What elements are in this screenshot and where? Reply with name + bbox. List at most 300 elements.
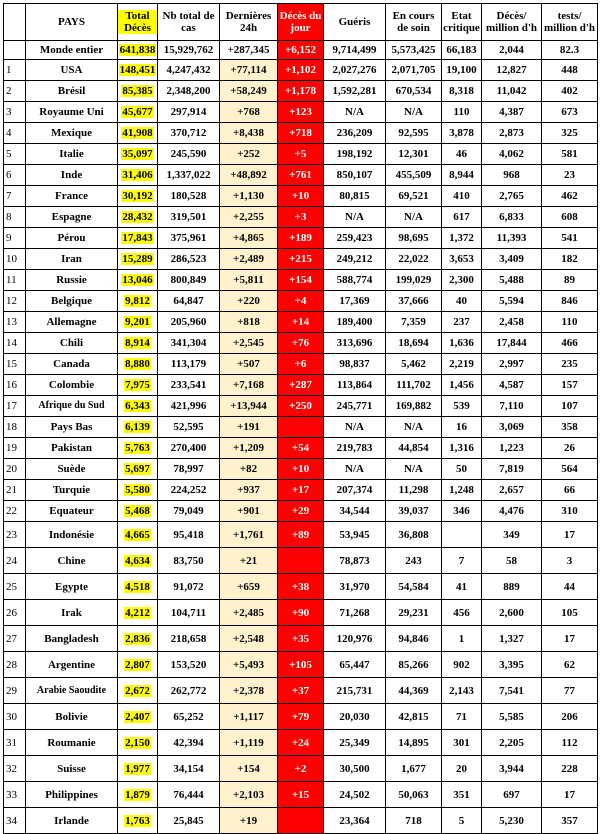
new-cases-24h-cell: +2,485 [220, 600, 278, 626]
critical-cell: 50 [442, 459, 482, 480]
country-cell: Allemagne [26, 312, 118, 333]
total-deaths-value: 8,914 [125, 337, 150, 349]
deaths-today-cell: +1,178 [278, 81, 324, 102]
table-row [4, 312, 598, 333]
table-row [4, 626, 598, 652]
new-cases-24h-cell: +768 [220, 102, 278, 123]
tests-per-million-cell: 466 [542, 333, 598, 354]
table-row [4, 548, 598, 574]
deaths-per-million-cell: 5,488 [482, 270, 542, 291]
total-deaths-value: 30,192 [122, 190, 153, 202]
deaths-per-million-cell: 1,327 [482, 626, 542, 652]
total-deaths-cell [118, 123, 158, 144]
total-deaths-value: 28,432 [122, 211, 153, 223]
tests-per-million-cell: 581 [542, 144, 598, 165]
total-cases-cell: 52,595 [158, 417, 220, 438]
new-cases-24h-cell: +2,103 [220, 782, 278, 808]
deaths-today-cell: +37 [278, 678, 324, 704]
rank-cell: 30 [4, 704, 26, 730]
total-deaths-value: 17,843 [122, 232, 153, 244]
country-cell: Philippines [26, 782, 118, 808]
total-deaths-cell [118, 704, 158, 730]
deaths-per-million-cell: 17,844 [482, 333, 542, 354]
world-recovered: 9,714,499 [324, 41, 386, 60]
new-cases-24h-cell: +19 [220, 808, 278, 834]
rank-cell: 15 [4, 354, 26, 375]
header-row [4, 4, 598, 41]
active-cases-cell: 50,063 [386, 782, 442, 808]
table-row [4, 808, 598, 834]
deaths-today-cell: +761 [278, 165, 324, 186]
deaths-per-million-cell: 11,042 [482, 81, 542, 102]
rank-cell: 27 [4, 626, 26, 652]
country-cell: Mexique [26, 123, 118, 144]
active-cases-cell: 39,037 [386, 501, 442, 522]
recovered-cell: 71,268 [324, 600, 386, 626]
deaths-today-cell: +105 [278, 652, 324, 678]
deaths-per-million-cell: 2,997 [482, 354, 542, 375]
rank-cell: 6 [4, 165, 26, 186]
table-row [4, 480, 598, 501]
total-deaths-value: 31,406 [122, 169, 153, 181]
tests-per-million-cell: 846 [542, 291, 598, 312]
total-deaths-value: 9,812 [125, 295, 150, 307]
active-cases-cell: 29,231 [386, 600, 442, 626]
country-cell: Pérou [26, 228, 118, 249]
deaths-per-million-cell: 7,541 [482, 678, 542, 704]
new-cases-24h-cell: +252 [220, 144, 278, 165]
new-cases-24h-cell: +2,545 [220, 333, 278, 354]
total-cases-cell: 34,154 [158, 756, 220, 782]
country-cell: Pakistan [26, 438, 118, 459]
tests-per-million-cell: 462 [542, 186, 598, 207]
critical-cell: 456 [442, 600, 482, 626]
recovered-cell: 98,837 [324, 354, 386, 375]
deaths-today-cell: +54 [278, 438, 324, 459]
country-cell: Brésil [26, 81, 118, 102]
critical-cell: 2,219 [442, 354, 482, 375]
deaths-today-cell: +89 [278, 522, 324, 548]
rank-cell: 4 [4, 123, 26, 144]
rank-cell: 21 [4, 480, 26, 501]
rank-cell: 17 [4, 396, 26, 417]
header-rank [4, 4, 26, 41]
tests-per-million-cell: 358 [542, 417, 598, 438]
world-critical: 66,183 [442, 41, 482, 60]
deaths-today-cell: +2 [278, 756, 324, 782]
critical-cell: 1 [442, 626, 482, 652]
tests-per-million-cell: 17 [542, 626, 598, 652]
total-cases-cell: 76,444 [158, 782, 220, 808]
new-cases-24h-cell: +7,168 [220, 375, 278, 396]
table-row [4, 396, 598, 417]
critical-cell: 539 [442, 396, 482, 417]
table-row [4, 270, 598, 291]
deaths-per-million-cell: 1,223 [482, 438, 542, 459]
country-cell: Canada [26, 354, 118, 375]
recovered-cell: 120,976 [324, 626, 386, 652]
tests-per-million-cell: 3 [542, 548, 598, 574]
rank-cell: 9 [4, 228, 26, 249]
tests-per-million-cell: 541 [542, 228, 598, 249]
country-cell: Chine [26, 548, 118, 574]
tests-per-million-cell: 44 [542, 574, 598, 600]
deaths-today-cell: +29 [278, 501, 324, 522]
country-cell: Roumanie [26, 730, 118, 756]
table-row [4, 60, 598, 81]
deaths-per-million-cell: 11,393 [482, 228, 542, 249]
total-deaths-cell [118, 207, 158, 228]
deaths-per-million-cell: 58 [482, 548, 542, 574]
header-etat-critique: Etat critique [442, 4, 482, 41]
total-deaths-cell [118, 626, 158, 652]
new-cases-24h-cell: +220 [220, 291, 278, 312]
header-total-deces-label: Total Décès [118, 10, 157, 34]
tests-per-million-cell: 448 [542, 60, 598, 81]
total-cases-cell: 91,072 [158, 574, 220, 600]
total-cases-cell: 375,961 [158, 228, 220, 249]
country-cell: Colombie [26, 375, 118, 396]
rank-cell: 10 [4, 249, 26, 270]
table-row [4, 574, 598, 600]
table-row [4, 438, 598, 459]
country-cell: Equateur [26, 501, 118, 522]
recovered-cell: 236,209 [324, 123, 386, 144]
header-total-deces [118, 4, 158, 41]
active-cases-cell: 169,882 [386, 396, 442, 417]
new-cases-24h-cell: +1,209 [220, 438, 278, 459]
total-deaths-value: 41,908 [122, 127, 153, 139]
new-cases-24h-cell: +2,378 [220, 678, 278, 704]
country-cell: France [26, 186, 118, 207]
rank-cell: 3 [4, 102, 26, 123]
active-cases-cell: 14,895 [386, 730, 442, 756]
total-cases-cell: 1,337,022 [158, 165, 220, 186]
tests-per-million-cell: 357 [542, 808, 598, 834]
deaths-today-cell: +24 [278, 730, 324, 756]
table-row [4, 522, 598, 548]
table-row [4, 704, 598, 730]
total-deaths-cell [118, 102, 158, 123]
active-cases-cell: 44,369 [386, 678, 442, 704]
tests-per-million-cell: 17 [542, 782, 598, 808]
deaths-per-million-cell: 2,873 [482, 123, 542, 144]
deaths-today-cell: +15 [278, 782, 324, 808]
rank-cell: 26 [4, 600, 26, 626]
deaths-per-million-cell: 12,827 [482, 60, 542, 81]
new-cases-24h-cell: +82 [220, 459, 278, 480]
deaths-per-million-cell: 4,062 [482, 144, 542, 165]
critical-cell: 8,318 [442, 81, 482, 102]
total-deaths-cell [118, 354, 158, 375]
country-cell: Suisse [26, 756, 118, 782]
recovered-cell: 249,212 [324, 249, 386, 270]
country-cell: Pays Bas [26, 417, 118, 438]
recovered-cell: N/A [324, 459, 386, 480]
recovered-cell: 189,400 [324, 312, 386, 333]
rank-cell: 20 [4, 459, 26, 480]
deaths-per-million-cell: 697 [482, 782, 542, 808]
deaths-per-million-cell: 3,944 [482, 756, 542, 782]
deaths-per-million-cell: 3,409 [482, 249, 542, 270]
table-row [4, 459, 598, 480]
active-cases-cell: N/A [386, 207, 442, 228]
new-cases-24h-cell: +937 [220, 480, 278, 501]
active-cases-cell: 36,808 [386, 522, 442, 548]
deaths-per-million-cell: 4,387 [482, 102, 542, 123]
country-cell: Arabie Saoudite [26, 678, 118, 704]
total-deaths-cell [118, 396, 158, 417]
recovered-cell: 215,731 [324, 678, 386, 704]
tests-per-million-cell: 110 [542, 312, 598, 333]
rank-cell: 34 [4, 808, 26, 834]
critical-cell: 2,143 [442, 678, 482, 704]
total-deaths-cell [118, 438, 158, 459]
tests-per-million-cell: 112 [542, 730, 598, 756]
recovered-cell: 17,369 [324, 291, 386, 312]
deaths-per-million-cell: 2,458 [482, 312, 542, 333]
active-cases-cell: 243 [386, 548, 442, 574]
deaths-per-million-cell: 5,585 [482, 704, 542, 730]
total-deaths-value: 7,975 [125, 379, 150, 391]
world-total-deaths [118, 41, 158, 60]
deaths-per-million-cell: 2,205 [482, 730, 542, 756]
recovered-cell: 219,783 [324, 438, 386, 459]
table-row [4, 354, 598, 375]
total-deaths-value: 6,139 [125, 421, 150, 433]
new-cases-24h-cell: +2,255 [220, 207, 278, 228]
total-deaths-cell [118, 678, 158, 704]
country-cell: Afrique du Sud [26, 396, 118, 417]
total-deaths-value: 9,201 [125, 316, 150, 328]
active-cases-cell: 85,266 [386, 652, 442, 678]
recovered-cell: 588,774 [324, 270, 386, 291]
table-row [4, 165, 598, 186]
new-cases-24h-cell: +901 [220, 501, 278, 522]
world-new-cases: +287,345 [220, 41, 278, 60]
recovered-cell: 78,873 [324, 548, 386, 574]
rank-cell: 23 [4, 522, 26, 548]
active-cases-cell: 54,584 [386, 574, 442, 600]
deaths-per-million-cell: 4,587 [482, 375, 542, 396]
total-deaths-value: 1,977 [125, 762, 150, 775]
total-cases-cell: 421,996 [158, 396, 220, 417]
table-row [4, 123, 598, 144]
deaths-today-cell [278, 548, 324, 574]
active-cases-cell: N/A [386, 417, 442, 438]
recovered-cell: 245,771 [324, 396, 386, 417]
total-deaths-cell [118, 480, 158, 501]
table-row [4, 144, 598, 165]
deaths-today-cell: +123 [278, 102, 324, 123]
rank-cell: 16 [4, 375, 26, 396]
header-dernieres-24h: Dernières 24h [220, 4, 278, 41]
deaths-today-cell: +3 [278, 207, 324, 228]
country-cell: Suède [26, 459, 118, 480]
total-deaths-cell [118, 782, 158, 808]
new-cases-24h-cell: +4,865 [220, 228, 278, 249]
table-row [4, 652, 598, 678]
country-cell: USA [26, 60, 118, 81]
header-gueris: Guéris [324, 4, 386, 41]
critical-cell: 5 [442, 808, 482, 834]
deaths-per-million-cell: 349 [482, 522, 542, 548]
total-cases-cell: 218,658 [158, 626, 220, 652]
rank-cell: 18 [4, 417, 26, 438]
table-row [4, 207, 598, 228]
active-cases-cell: 2,071,705 [386, 60, 442, 81]
recovered-cell: 80,815 [324, 186, 386, 207]
total-cases-cell: 233,541 [158, 375, 220, 396]
deaths-today-cell: +79 [278, 704, 324, 730]
active-cases-cell: N/A [386, 102, 442, 123]
total-deaths-value: 15,289 [122, 253, 153, 265]
country-cell: Argentine [26, 652, 118, 678]
critical-cell: 301 [442, 730, 482, 756]
table-row [4, 102, 598, 123]
country-cell: Egypte [26, 574, 118, 600]
tests-per-million-cell: 62 [542, 652, 598, 678]
world-tests-per-million: 82.3 [542, 41, 598, 60]
tests-per-million-cell: 673 [542, 102, 598, 123]
active-cases-cell: N/A [386, 459, 442, 480]
critical-cell: 2,300 [442, 270, 482, 291]
total-deaths-value: 13,046 [122, 274, 153, 286]
total-deaths-value: 45,677 [122, 106, 153, 118]
table-row [4, 782, 598, 808]
rank-cell: 12 [4, 291, 26, 312]
rank-cell: 5 [4, 144, 26, 165]
new-cases-24h-cell: +1,119 [220, 730, 278, 756]
new-cases-24h-cell: +58,249 [220, 81, 278, 102]
table-row [4, 249, 598, 270]
critical-cell: 19,100 [442, 60, 482, 81]
country-cell: Italie [26, 144, 118, 165]
deaths-today-cell: +35 [278, 626, 324, 652]
deaths-per-million-cell: 7,819 [482, 459, 542, 480]
total-cases-cell: 2,348,200 [158, 81, 220, 102]
total-cases-cell: 224,252 [158, 480, 220, 501]
deaths-per-million-cell: 6,833 [482, 207, 542, 228]
deaths-today-cell: +215 [278, 249, 324, 270]
critical-cell: 20 [442, 756, 482, 782]
header-deces-du-jour: Décès du jour [278, 4, 324, 41]
critical-cell: 3,878 [442, 123, 482, 144]
deaths-per-million-cell: 5,594 [482, 291, 542, 312]
total-cases-cell: 25,845 [158, 808, 220, 834]
total-cases-cell: 79,049 [158, 501, 220, 522]
country-cell: Iran [26, 249, 118, 270]
total-deaths-value: 8,880 [125, 358, 150, 370]
critical-cell: 902 [442, 652, 482, 678]
recovered-cell: 313,696 [324, 333, 386, 354]
tests-per-million-cell: 325 [542, 123, 598, 144]
table-row [4, 678, 598, 704]
total-cases-cell: 205,960 [158, 312, 220, 333]
country-cell: Royaume Uni [26, 102, 118, 123]
active-cases-cell: 1,677 [386, 756, 442, 782]
critical-cell: 8,944 [442, 165, 482, 186]
total-cases-cell: 65,252 [158, 704, 220, 730]
deaths-today-cell: +154 [278, 270, 324, 291]
active-cases-cell: 18,694 [386, 333, 442, 354]
active-cases-cell: 12,301 [386, 144, 442, 165]
recovered-cell: 65,447 [324, 652, 386, 678]
recovered-cell: 24,502 [324, 782, 386, 808]
total-deaths-value: 35,097 [122, 148, 153, 160]
total-cases-cell: 245,590 [158, 144, 220, 165]
critical-cell [442, 522, 482, 548]
active-cases-cell: 5,462 [386, 354, 442, 375]
deaths-today-cell: +17 [278, 480, 324, 501]
active-cases-cell: 37,666 [386, 291, 442, 312]
critical-cell: 1,316 [442, 438, 482, 459]
deaths-today-cell: +38 [278, 574, 324, 600]
rank-cell: 2 [4, 81, 26, 102]
new-cases-24h-cell: +154 [220, 756, 278, 782]
deaths-today-cell [278, 808, 324, 834]
active-cases-cell: 111,702 [386, 375, 442, 396]
new-cases-24h-cell: +77,114 [220, 60, 278, 81]
total-cases-cell: 78,997 [158, 459, 220, 480]
tests-per-million-cell: 310 [542, 501, 598, 522]
total-cases-cell: 83,750 [158, 548, 220, 574]
total-cases-cell: 262,772 [158, 678, 220, 704]
header-en-cours-de-soin: En cours de soin [386, 4, 442, 41]
total-deaths-cell [118, 144, 158, 165]
recovered-cell: 850,107 [324, 165, 386, 186]
critical-cell: 1,372 [442, 228, 482, 249]
total-cases-cell: 370,712 [158, 123, 220, 144]
table-row [4, 228, 598, 249]
active-cases-cell: 455,509 [386, 165, 442, 186]
table-row [4, 756, 598, 782]
total-deaths-cell [118, 417, 158, 438]
recovered-cell: N/A [324, 207, 386, 228]
active-cases-cell: 94,846 [386, 626, 442, 652]
recovered-cell: 20,030 [324, 704, 386, 730]
deaths-today-cell: +4 [278, 291, 324, 312]
rank-cell: 14 [4, 333, 26, 354]
total-deaths-cell [118, 312, 158, 333]
world-total-deaths-value: 641,838 [119, 44, 156, 56]
active-cases-cell: 69,521 [386, 186, 442, 207]
total-cases-cell: 153,520 [158, 652, 220, 678]
rank-cell: 33 [4, 782, 26, 808]
table-row [4, 291, 598, 312]
new-cases-24h-cell: +5,493 [220, 652, 278, 678]
active-cases-cell: 44,854 [386, 438, 442, 459]
total-cases-cell: 319,501 [158, 207, 220, 228]
deaths-today-cell: +189 [278, 228, 324, 249]
header-pays: PAYS [26, 4, 118, 41]
table-row [4, 333, 598, 354]
deaths-today-cell: +1,102 [278, 60, 324, 81]
tests-per-million-cell: 66 [542, 480, 598, 501]
world-deaths-today: +6,152 [278, 41, 324, 60]
deaths-today-cell: +10 [278, 459, 324, 480]
total-cases-cell: 113,179 [158, 354, 220, 375]
critical-cell: 1,456 [442, 375, 482, 396]
rank-cell: 7 [4, 186, 26, 207]
tests-per-million-cell: 182 [542, 249, 598, 270]
recovered-cell: 113,864 [324, 375, 386, 396]
total-deaths-cell [118, 291, 158, 312]
new-cases-24h-cell: +13,944 [220, 396, 278, 417]
deaths-today-cell: +10 [278, 186, 324, 207]
tests-per-million-cell: 235 [542, 354, 598, 375]
recovered-cell: 53,945 [324, 522, 386, 548]
